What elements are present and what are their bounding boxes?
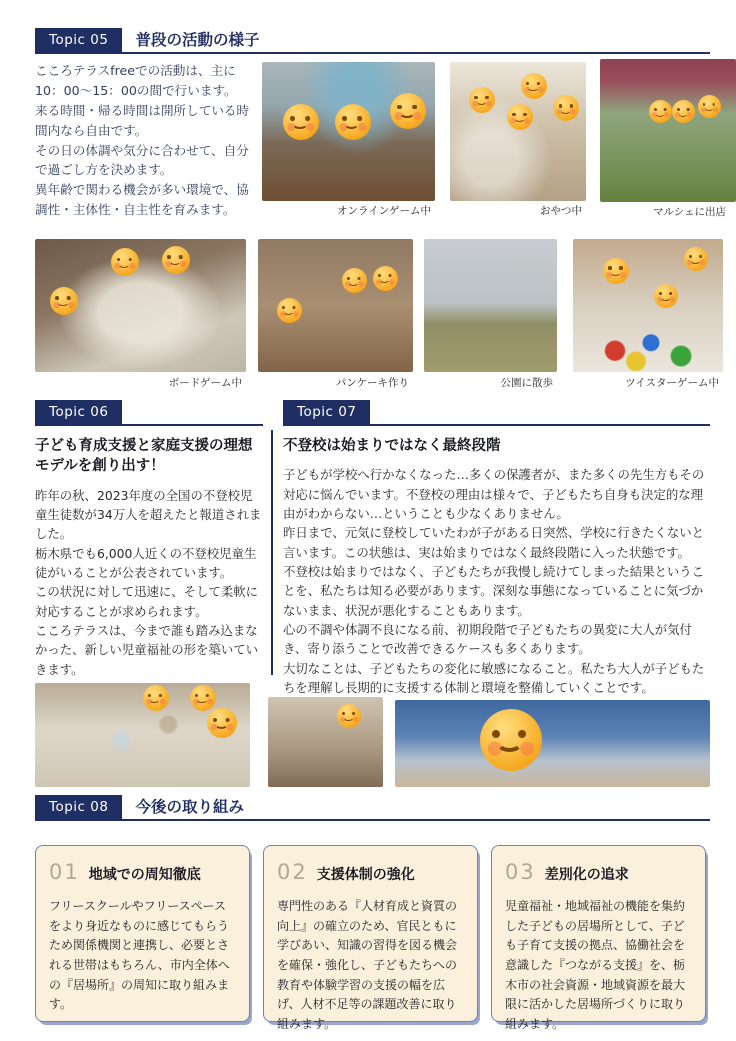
initiative-title: 地域での周知徹底 bbox=[88, 867, 201, 883]
photo-board-game bbox=[35, 239, 246, 372]
emoji-face-icon bbox=[162, 246, 190, 274]
initiative-body: フリースクールやフリースペースをより身近なものに感じてもらうため関係機関と連携し、必要とされる世帯はもちろん、市内全体への『居場所』の周知に取り組みます。 bbox=[49, 899, 230, 1012]
emoji-face-icon bbox=[649, 100, 672, 123]
topic05-header bbox=[35, 28, 710, 54]
topic07-title: 不登校は始まりではなく最終段階 bbox=[283, 438, 501, 454]
emoji-face-icon bbox=[50, 287, 78, 315]
topic08-label: Topic 08 bbox=[35, 795, 122, 819]
photo-caption-park: 公園に散歩 bbox=[500, 377, 553, 389]
topic06-column bbox=[35, 436, 262, 679]
topic07-paragraph: 昨日まで、元気に登校していたわが子がある日突然、学校に行きたくないと言います。この状態は、実は始まりではなく最終段階に入った状態です。 bbox=[283, 525, 705, 560]
topic06-paragraph: この状況に対して迅速に、そして柔軟に対応することが求められます。 bbox=[35, 584, 259, 619]
photo-snack-time bbox=[450, 62, 586, 201]
initiative-card-header bbox=[277, 860, 464, 884]
intro-paragraph: 来る時間・帰る時間は開所している時間内なら自由です。 bbox=[35, 102, 250, 138]
topic07-label: Topic 07 bbox=[283, 400, 370, 424]
emoji-face-icon bbox=[698, 95, 721, 118]
photo-card-game bbox=[35, 683, 250, 787]
initiative-title: 差別化の追求 bbox=[544, 867, 629, 883]
photo-caption-snack: おやつ中 bbox=[540, 205, 582, 217]
photo-online-game bbox=[262, 62, 435, 201]
emoji-face-icon bbox=[111, 248, 139, 276]
column-divider bbox=[271, 430, 273, 675]
topic07-header bbox=[283, 400, 710, 426]
emoji-face-icon bbox=[207, 708, 237, 738]
photo-caption-pancake: パンケーキ作り bbox=[335, 377, 409, 389]
topic08-header bbox=[35, 795, 710, 821]
emoji-face-icon bbox=[684, 247, 708, 271]
topic06-label: Topic 06 bbox=[35, 400, 122, 424]
emoji-face-icon bbox=[283, 104, 319, 140]
topic08-title: 今後の取り組み bbox=[135, 798, 244, 816]
initiative-card-header bbox=[505, 860, 692, 884]
photo-twister-game bbox=[573, 239, 723, 372]
photo-pancake-making bbox=[258, 239, 413, 372]
emoji-face-icon bbox=[507, 104, 533, 130]
emoji-face-icon bbox=[342, 268, 367, 293]
photo-park-walk bbox=[424, 239, 557, 372]
topic07-paragraph: 大切なことは、子どもたちの変化に敏感になること。私たち大人が子どもたちを理解し長期的に支援する体制と環境を整備していくことです。 bbox=[283, 660, 705, 696]
initiative-title: 支援体制の強化 bbox=[316, 867, 415, 883]
topic05-title: 普段の活動の様子 bbox=[135, 31, 260, 49]
emoji-face-icon bbox=[390, 93, 426, 129]
topic06-paragraph: 栃木県でも6,000人近くの不登校児童生徒がいることが公表されています。 bbox=[35, 545, 257, 580]
photo-caption-twister: ツイスターゲーム中 bbox=[625, 377, 719, 389]
topic06-header bbox=[35, 400, 263, 426]
emoji-face-icon bbox=[480, 709, 542, 771]
initiative-body: 専門性のある『人材育成と資質の向上』の確立のため、官民ともに学びあい、知識の習得を図る機会を確保・強化し、子どもたちへの教育や体験学習の支援の幅を広げ、人材不足等の課題改善に取り組みます。 bbox=[277, 899, 458, 1032]
emoji-face-icon bbox=[373, 266, 398, 291]
emoji-face-icon bbox=[337, 704, 361, 728]
photo-marche-stall bbox=[600, 59, 736, 202]
topic06-title: 子ども育成支援と家庭支援の理想モデルを創り出す！ bbox=[35, 438, 253, 475]
initiative-card-header bbox=[49, 860, 236, 884]
intro-paragraph: こころテラスfreeでの活動は、主に10：00～15：00の間で行います。 bbox=[35, 63, 237, 98]
topic07-paragraph: 子どもが学校へ行かなくなった…多くの保護者が、また多くの先生方もその対応に悩んでいます。不登校の理由は様々で、子どもたち自身も決定的な理由がわからない…ということも少なくありません。 bbox=[283, 467, 705, 521]
photo-caption-board-game: ボードゲーム中 bbox=[168, 377, 242, 389]
photo-caption-marche: マルシェに出店 bbox=[652, 206, 726, 218]
initiative-card-2 bbox=[263, 845, 478, 1032]
emoji-face-icon bbox=[190, 685, 216, 711]
emoji-face-icon bbox=[521, 73, 547, 99]
emoji-face-icon bbox=[603, 258, 629, 284]
photo-craft-activity bbox=[268, 697, 383, 787]
photo-study-desk bbox=[395, 700, 710, 787]
topic07-paragraph: 心の不調や体調不良になる前、初期段階で子どもたちの異変に大人が気付き、寄り添うことで改善できるケースも多くあります。 bbox=[283, 622, 692, 657]
initiative-body: 児童福祉・地域福祉の機能を集約した子どもの居場所として、子ども子育て支援の拠点、協働社会を意識した『つながる支援』を、栃木市の社会資源・地域資源を最大限に活かした居場所づくりに取り組みます。 bbox=[505, 899, 686, 1032]
topic05-label: Topic 05 bbox=[35, 28, 122, 52]
photo-caption-online-game: オンラインゲーム中 bbox=[337, 205, 431, 217]
initiative-card-1 bbox=[35, 845, 250, 1022]
emoji-face-icon bbox=[469, 87, 495, 113]
topic06-paragraph: 昨年の秋、2023年度の全国の不登校児童生徒数が34万人を超えたと報道されました。 bbox=[35, 487, 262, 542]
emoji-face-icon bbox=[143, 685, 169, 711]
topic05-intro bbox=[35, 61, 259, 220]
emoji-face-icon bbox=[335, 104, 371, 140]
initiative-number: 02 bbox=[277, 860, 308, 884]
topic06-paragraph: こころテラスは、今まで誰も踏み込まなかった、新しい児童福祉の形を築いていきます。 bbox=[35, 623, 259, 677]
initiative-number: 01 bbox=[49, 860, 80, 884]
topic07-column bbox=[283, 436, 710, 697]
initiative-number: 03 bbox=[505, 860, 536, 884]
topic07-paragraph: 不登校は始まりではなく、子どもたちが我慢し続けてしまった結果ということを、私たちは知る必要があります。深刻な事態になっていることに気づかないまま、状況が悪化することもあります。 bbox=[283, 564, 705, 618]
emoji-face-icon bbox=[553, 95, 579, 121]
emoji-face-icon bbox=[654, 284, 678, 308]
initiative-card-3 bbox=[491, 845, 706, 1032]
emoji-face-icon bbox=[277, 298, 302, 323]
intro-paragraph: 異年齢で関わる機会が多い環境で、協調性・主体性・自主性を育みます。 bbox=[35, 182, 249, 218]
emoji-face-icon bbox=[672, 100, 695, 123]
intro-paragraph: その日の体調や気分に合わせて、自分で過ごし方を決めます。 bbox=[35, 142, 249, 178]
